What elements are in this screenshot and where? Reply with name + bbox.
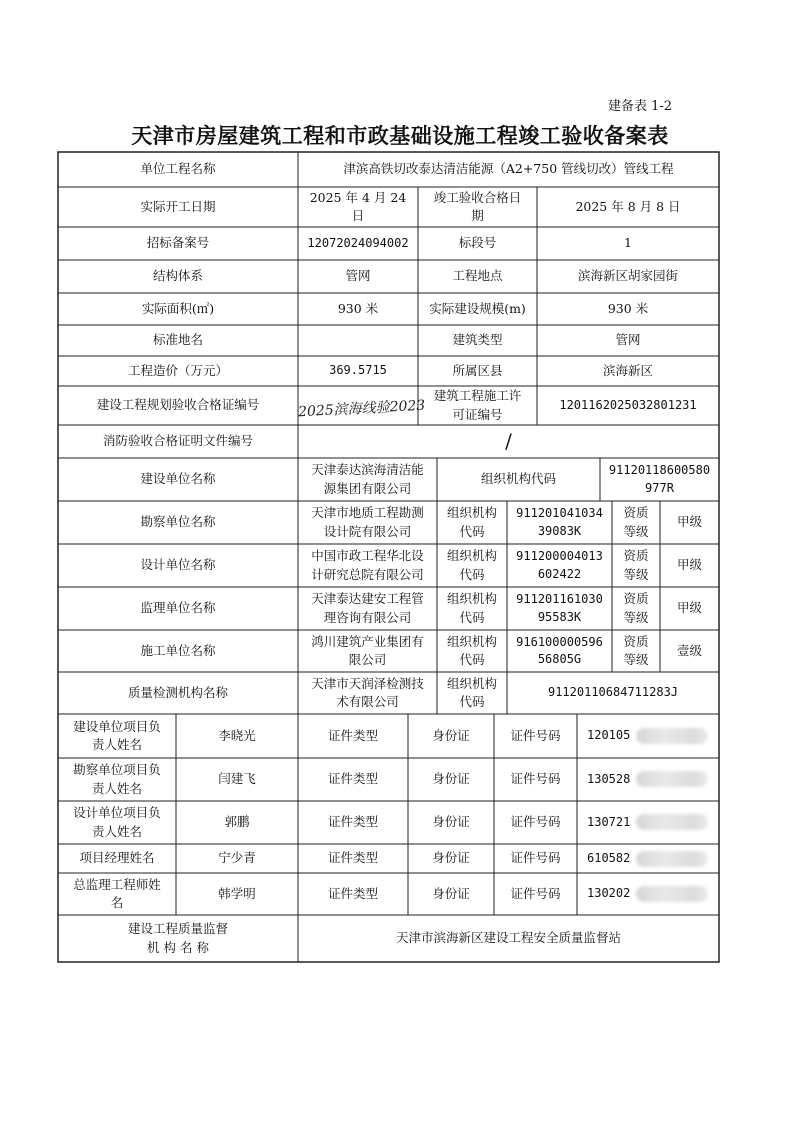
building-type-label: 建筑类型 bbox=[452, 332, 503, 348]
person-id-type-label: 证件类型 bbox=[327, 727, 378, 743]
redacted-id bbox=[636, 771, 708, 787]
person-id-no-label: 证件号码 bbox=[510, 771, 561, 787]
area-value: 930 米 bbox=[337, 300, 379, 316]
person-id-type: 身份证 bbox=[432, 727, 470, 743]
person-id-type: 身份证 bbox=[432, 885, 470, 901]
section-no-label: 标段号 bbox=[458, 235, 497, 251]
supervision-label: 监理单位名称 bbox=[140, 600, 216, 616]
person-name: 宁少青 bbox=[218, 850, 256, 866]
person-id-no-label: 证件号码 bbox=[510, 727, 561, 743]
builder-code: 91120118600580 977R bbox=[608, 463, 711, 495]
page-title: 天津市房屋建筑工程和市政基础设施工程竣工验收备案表 bbox=[131, 124, 669, 148]
bid-no-value: 12072024094002 bbox=[307, 235, 409, 250]
area-label: 实际面积(㎡) bbox=[141, 300, 215, 316]
survey-code-label: 组织机构 代码 bbox=[446, 505, 497, 539]
construction-grade: 壹级 bbox=[676, 642, 702, 658]
person-id-no: 130202 bbox=[587, 886, 631, 901]
testing-code-label: 组织机构 代码 bbox=[446, 675, 497, 709]
design-code-label: 组织机构 代码 bbox=[446, 548, 497, 582]
fire-cert-label: 消防验收合格证明文件编号 bbox=[102, 433, 253, 449]
redacted-id bbox=[636, 728, 708, 744]
person-id-type-label: 证件类型 bbox=[327, 885, 378, 901]
supervision-grade-label: 资质 等级 bbox=[623, 591, 649, 625]
survey-label: 勘察单位名称 bbox=[140, 514, 216, 530]
permit-label: 建筑工程施工许 可证编号 bbox=[433, 388, 522, 422]
builder-label: 建设单位名称 bbox=[140, 471, 216, 487]
person-id-type-label: 证件类型 bbox=[327, 850, 378, 866]
survey-name: 天津市地质工程勘测 设计院有限公司 bbox=[311, 505, 424, 539]
form-number: 建备表 1-2 bbox=[608, 99, 673, 114]
supervision-code: 911201161030 95583K bbox=[516, 592, 603, 624]
person-id-no: 120105 bbox=[587, 728, 631, 743]
fire-cert-value: / bbox=[505, 429, 512, 453]
redacted-id bbox=[636, 814, 708, 830]
scale-value: 930 米 bbox=[607, 300, 649, 316]
survey-grade-label: 资质 等级 bbox=[623, 505, 649, 539]
person-name: 郭鹏 bbox=[224, 814, 250, 830]
person-role: 建设单位项目负 责人姓名 bbox=[73, 718, 161, 752]
person-id-type-label: 证件类型 bbox=[327, 814, 378, 830]
person-role: 总监理工程师姓 名 bbox=[73, 876, 161, 910]
supervision-code-label: 组织机构 代码 bbox=[446, 591, 497, 625]
project-name-value: 津滨高铁切改泰达清洁能源（A2+750 管线切改）管线工程 bbox=[343, 161, 674, 177]
cost-label: 工程造价（万元） bbox=[127, 362, 228, 378]
location-value: 滨海新区胡家园街 bbox=[577, 268, 678, 284]
bid-no-label: 招标备案号 bbox=[146, 235, 210, 251]
testing-name: 天津市天润泽检测技 术有限公司 bbox=[311, 675, 424, 709]
supervisor-value: 天津市滨海新区建设工程安全质量监督站 bbox=[395, 930, 621, 946]
person-name: 李晓光 bbox=[218, 727, 256, 743]
design-label: 设计单位名称 bbox=[140, 557, 216, 573]
construction-name: 鸿川建筑产业集团有 限公司 bbox=[311, 633, 424, 667]
person-role: 设计单位项目负 责人姓名 bbox=[73, 805, 161, 839]
person-id-no-label: 证件号码 bbox=[510, 885, 561, 901]
testing-label: 质量检测机构名称 bbox=[127, 684, 228, 700]
building-type-value: 管网 bbox=[615, 332, 641, 348]
acceptance-date-value: 2025 年 8 月 8 日 bbox=[575, 198, 681, 214]
person-id-no-label: 证件号码 bbox=[510, 814, 561, 830]
project-name-label: 单位工程名称 bbox=[140, 161, 216, 177]
person-id-no-label: 证件号码 bbox=[510, 850, 561, 866]
supervisor-label: 建设工程质量监督 机 构 名 称 bbox=[127, 921, 228, 955]
person-id-type: 身份证 bbox=[432, 814, 470, 830]
design-name: 中国市政工程华北设 计研究总院有限公司 bbox=[311, 548, 424, 582]
person-name: 韩学明 bbox=[218, 885, 256, 901]
person-id-no: 610582 bbox=[587, 850, 631, 865]
survey-grade: 甲级 bbox=[676, 514, 702, 530]
survey-code: 911201041034 39083K bbox=[516, 506, 603, 538]
person-name: 闫建飞 bbox=[218, 771, 256, 787]
person-role: 项目经理姓名 bbox=[79, 850, 155, 866]
redacted-id bbox=[636, 886, 708, 902]
person-id-type: 身份证 bbox=[432, 771, 470, 787]
structure-value: 管网 bbox=[345, 268, 371, 284]
start-date-value: 2025 年 4 月 24 日 bbox=[309, 189, 407, 223]
cost-value: 369.5715 bbox=[329, 363, 387, 378]
location-label: 工程地点 bbox=[452, 268, 503, 284]
planning-cert-handwritten: 2025滨海线验2023 bbox=[297, 397, 426, 421]
testing-code: 91120110684711283J bbox=[547, 685, 679, 700]
person-id-type: 身份证 bbox=[432, 850, 470, 866]
person-id-type-label: 证件类型 bbox=[327, 771, 378, 787]
structure-label: 结构体系 bbox=[152, 268, 203, 284]
construction-label: 施工单位名称 bbox=[140, 642, 216, 658]
district-value: 滨海新区 bbox=[602, 362, 653, 378]
person-role: 勘察单位项目负 责人姓名 bbox=[73, 762, 161, 796]
builder-code-label: 组织机构代码 bbox=[480, 471, 556, 487]
landmark-value bbox=[298, 325, 418, 356]
permit-value: 1201162025032801231 bbox=[559, 397, 697, 412]
start-date-label: 实际开工日期 bbox=[140, 198, 216, 214]
construction-code: 916100000596 56805G bbox=[516, 634, 603, 666]
redacted-id bbox=[636, 851, 708, 867]
design-grade: 甲级 bbox=[676, 557, 702, 573]
scale-label: 实际建设规模(m) bbox=[429, 300, 526, 316]
planning-cert-label: 建设工程规划验收合格证编号 bbox=[96, 397, 260, 413]
supervision-name: 天津泰达建安工程管 理咨询有限公司 bbox=[311, 591, 424, 625]
supervision-grade: 甲级 bbox=[676, 600, 702, 616]
landmark-label: 标准地名 bbox=[152, 332, 203, 348]
design-grade-label: 资质 等级 bbox=[623, 548, 649, 582]
construction-code-label: 组织机构 代码 bbox=[446, 633, 497, 667]
person-id-no: 130528 bbox=[587, 771, 631, 786]
acceptance-date-label: 竣工验收合格日 期 bbox=[433, 189, 522, 223]
person-id-no: 130721 bbox=[587, 814, 631, 829]
construction-grade-label: 资质 等级 bbox=[623, 633, 649, 667]
design-code: 911200004013 602422 bbox=[516, 549, 603, 581]
district-label: 所属区县 bbox=[452, 362, 503, 378]
section-no-value: 1 bbox=[624, 235, 632, 251]
builder-name: 天津泰达滨海清洁能 源集团有限公司 bbox=[311, 462, 424, 496]
